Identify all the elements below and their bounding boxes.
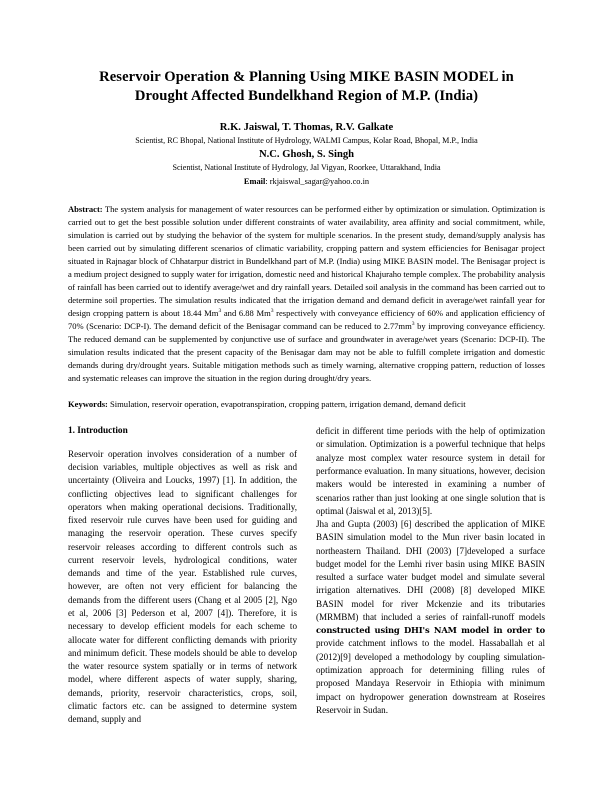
title-line-2: Drought Affected Bundelkhand Region of M.P. (India) <box>134 88 479 105</box>
abstract-block <box>68 203 545 385</box>
right-column-paragraph-1: deficit in different time periods with the help of optimization or simulation. Optimization is a powerful technique that helps analyze most complex water resource system in detail for performance evaluation. In many situations, however, decision makers would be interested in examining a number of scenarios rather than just looking at one single solution that is optimal (Jaiswal et al, 2013)[5]. <box>316 426 545 516</box>
section-heading-introduction: 1. Introduction <box>68 426 128 437</box>
right-column-paragraph-2 <box>316 518 545 717</box>
abstract-text-4: by improving conveyance efficiency. The reduced demand can be supplemented by conjunctive use of surface and groundwater in average/wet years (Scenario: DCP-II). The simulation results indicated that the present capacity of the Benisagar dam may not be able to fulfill complete irrigation and domestic demands during dry/drought years. Suitable mitigation methods such as timely warning, alternative cropping pattern, reduction of losses and systematic releases can improve the situation in the region during drought/dry years. <box>68 321 545 384</box>
authors-line-2: N.C. Ghosh, S. Singh <box>258 148 355 160</box>
affiliation-line-1: Scientist, RC Bhopal, National Institute of Hydrology, WALMI Campus, Kolar Road, Bhopal, M.P., India <box>135 136 478 146</box>
title-line-1: Reservoir Operation & Planning Using MIKE BASIN MODEL in <box>99 69 514 85</box>
abstract-label: Abstract: <box>68 204 103 215</box>
abstract-superscript-3: 3 <box>411 321 415 328</box>
affiliation-line-2: Scientist, National Institute of Hydrology, Jal Vigyan, Roorkee, Uttarakhand, India <box>172 163 441 173</box>
email-address[interactable]: rkjaiswal_sagar@yahoo.co.in <box>269 176 370 186</box>
body-columns <box>68 425 545 726</box>
right-paragraph-2-part-b: provide catchment inflows to the model. Hassaballah et al (2012)[9] developed a methodology by coupling simulation-optimization approach for determining filling rules of proposed Mandaya Reservoir in Ethiopia with minimum impact on hydropower generation downstream at Roseires Reservoir in Sudan. <box>316 638 545 715</box>
abstract-text-1: The system analysis for management of water resources can be performed either by optimization or simulation. Optimization is carried out to get the best possible solution under different constraints of water availability, area affinity and social commitment, while, simulation is carried out by studying the behavior of the system for multiple scenarios. In the present study, demand/supply analysis has been carried out by simulating different scenarios of climatic variability, cropping pattern and system efficiencies for Benisagar project situated in Rajnagar block of Chhatarpur district in Bundelkhand part of M.P. (India) using MIKE BASIN model. The Benisagar project is a medium project designed to supply water for irrigation, domestic need and historical Khajuraho temple complex. The probability analysis of rainfall has been carried out to identify average/wet and dry rainfall years. Detailed soil analysis in the command has been carried out to determine soil properties. The simulation results indicated that the irrigation demand and demand deficit in average/wet rainfall year for design cropping pattern is about 18.44 Mm <box>68 204 545 319</box>
abstract-text-2: and 6.88 Mm <box>221 308 271 319</box>
email-line: Email: rkjaiswal_sagar@yahoo.co.in <box>243 176 370 186</box>
right-column <box>316 425 545 717</box>
email-label: Email <box>243 176 266 186</box>
right-paragraph-2-part-a: Jha and Gupta (2003) [6] described the application of MIKE BASIN simulation model to the Mun river basin located in northeastern Thailand. DHI (2003) [7]developed a surface budget model for the Lemhi river basin using MIKE BASIN resulted a surface water budget model and simulate several irrigation alternatives. DHI (2008) [8] developed MIKE BASIN model for river Mckenzie and its tributaries (MRMBM) that included a series of rainfall-runoff models <box>316 519 545 622</box>
abstract-superscript-2: 3 <box>270 308 274 315</box>
right-paragraph-2-alt-font-line: constructed using DHI's NAM model in order to <box>316 625 545 636</box>
page-title <box>82 68 531 107</box>
authors-line-1: R.K. Jaiswal, T. Thomas, R.V. Galkate <box>219 121 394 133</box>
keywords-list: Simulation, reservoir operation, evapotranspiration, cropping pattern, irrigation demand, demand deficit <box>107 399 466 410</box>
abstract-text-3: respectively with conveyance efficiency of 60% and application efficiency of 70% (Scenario: DCP-I). The demand deficit of the Benisagar command can be reduced to 2.77mm <box>68 308 545 332</box>
left-column-paragraph-1: Reservoir operation involves consideration of a number of decision variables, multiple objectives as well as risk and uncertainty (Oliveira and Loucks, 1997) [1]. In addition, the conflicting objectives lead to significant challenges for operators when making operational decisions. Traditionally, fixed reservoir rule curves have been used for guiding and managing the reservoir operation. These curves specify reservoir releases according to different controls such as current reservoir levels, hydrological conditions, water demands and time of the year. Established rule curves, however, are often not very efficient for balancing the demands from the different users (Chang et al 2005 [2], Ngo et al, 2006 [3] Pederson et al, 2007 [4]). Therefore, it is necessary to develop efficient models for each scheme to allocate water for different conflicting demands with priority and minimum deficit. These models should be able to develop the water resource system spatially or in terms of network model, where different aspects of water supply, sharing, demands, priority, reservoir characteristics, crops, soil, climatic factors etc. can be assigned to determine system demand, supply and <box>68 448 297 725</box>
left-column <box>68 425 297 726</box>
keywords-label: Keywords: <box>68 399 108 410</box>
abstract-superscript-1: 3 <box>218 308 222 315</box>
keywords-block <box>68 398 545 411</box>
